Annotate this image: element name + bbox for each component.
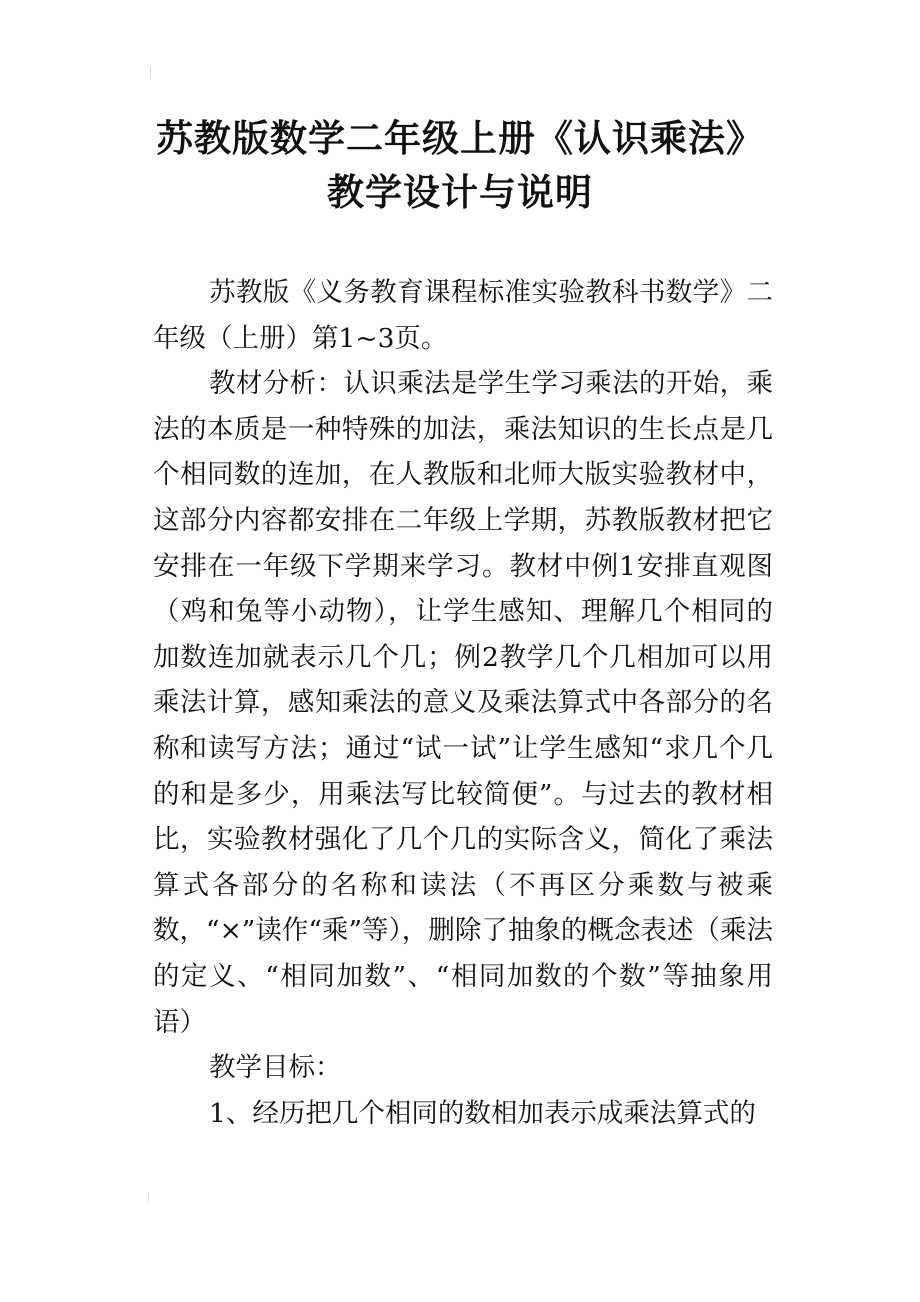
- page-corner-mark: [150, 68, 157, 78]
- title-line-2: 教学设计与说明: [327, 171, 593, 214]
- paragraph-teaching-goals-heading: 教学目标：: [209, 1052, 342, 1084]
- document-body: [153, 270, 773, 1136]
- page-corner-mark: [148, 1192, 155, 1202]
- title-line-1: 苏教版数学二年级上册《认识乘法》: [156, 117, 764, 160]
- paragraph-material-analysis: 教材分析：认识乘法是学生学习乘法的开始，乘法的本质是一种特殊的加法，乘法知识的生长点是几个相同数的连加，在人教版和北师大版实验教材中，这部分内容都安排在二年级上学期，苏教版教材把它安排在一年级下学期来学习。教材中例1安排直观图（鸡和兔等小动物），让学生感知、理解几个相同的加数连加就表示几个几；例2教学几个几相加可以用乘法计算，感知乘法的意义及乘法算式中各部分的名称和读写方法；通过“试一试”让学生感知“求几个几的和是多少，用乘法写比较简便”。与过去的教材相比，实验教材强化了几个几的实际含义，简化了乘法算式各部分的名称和读法（不再区分乘数与被乘数，“×”读作“乘”等），删除了抽象的概念表述（乘法的定义、“相同加数”、“相同加数的个数”等抽象用语）: [153, 368, 773, 1038]
- paragraph-goal-1: 1、经历把几个相同的数相加表示成乘法算式的: [209, 1097, 756, 1129]
- document-title: [0, 112, 920, 220]
- paragraph-textbook-source: 苏教版《义务教育课程标准实验教科书数学》二年级（上册）第1~3页。: [153, 277, 773, 354]
